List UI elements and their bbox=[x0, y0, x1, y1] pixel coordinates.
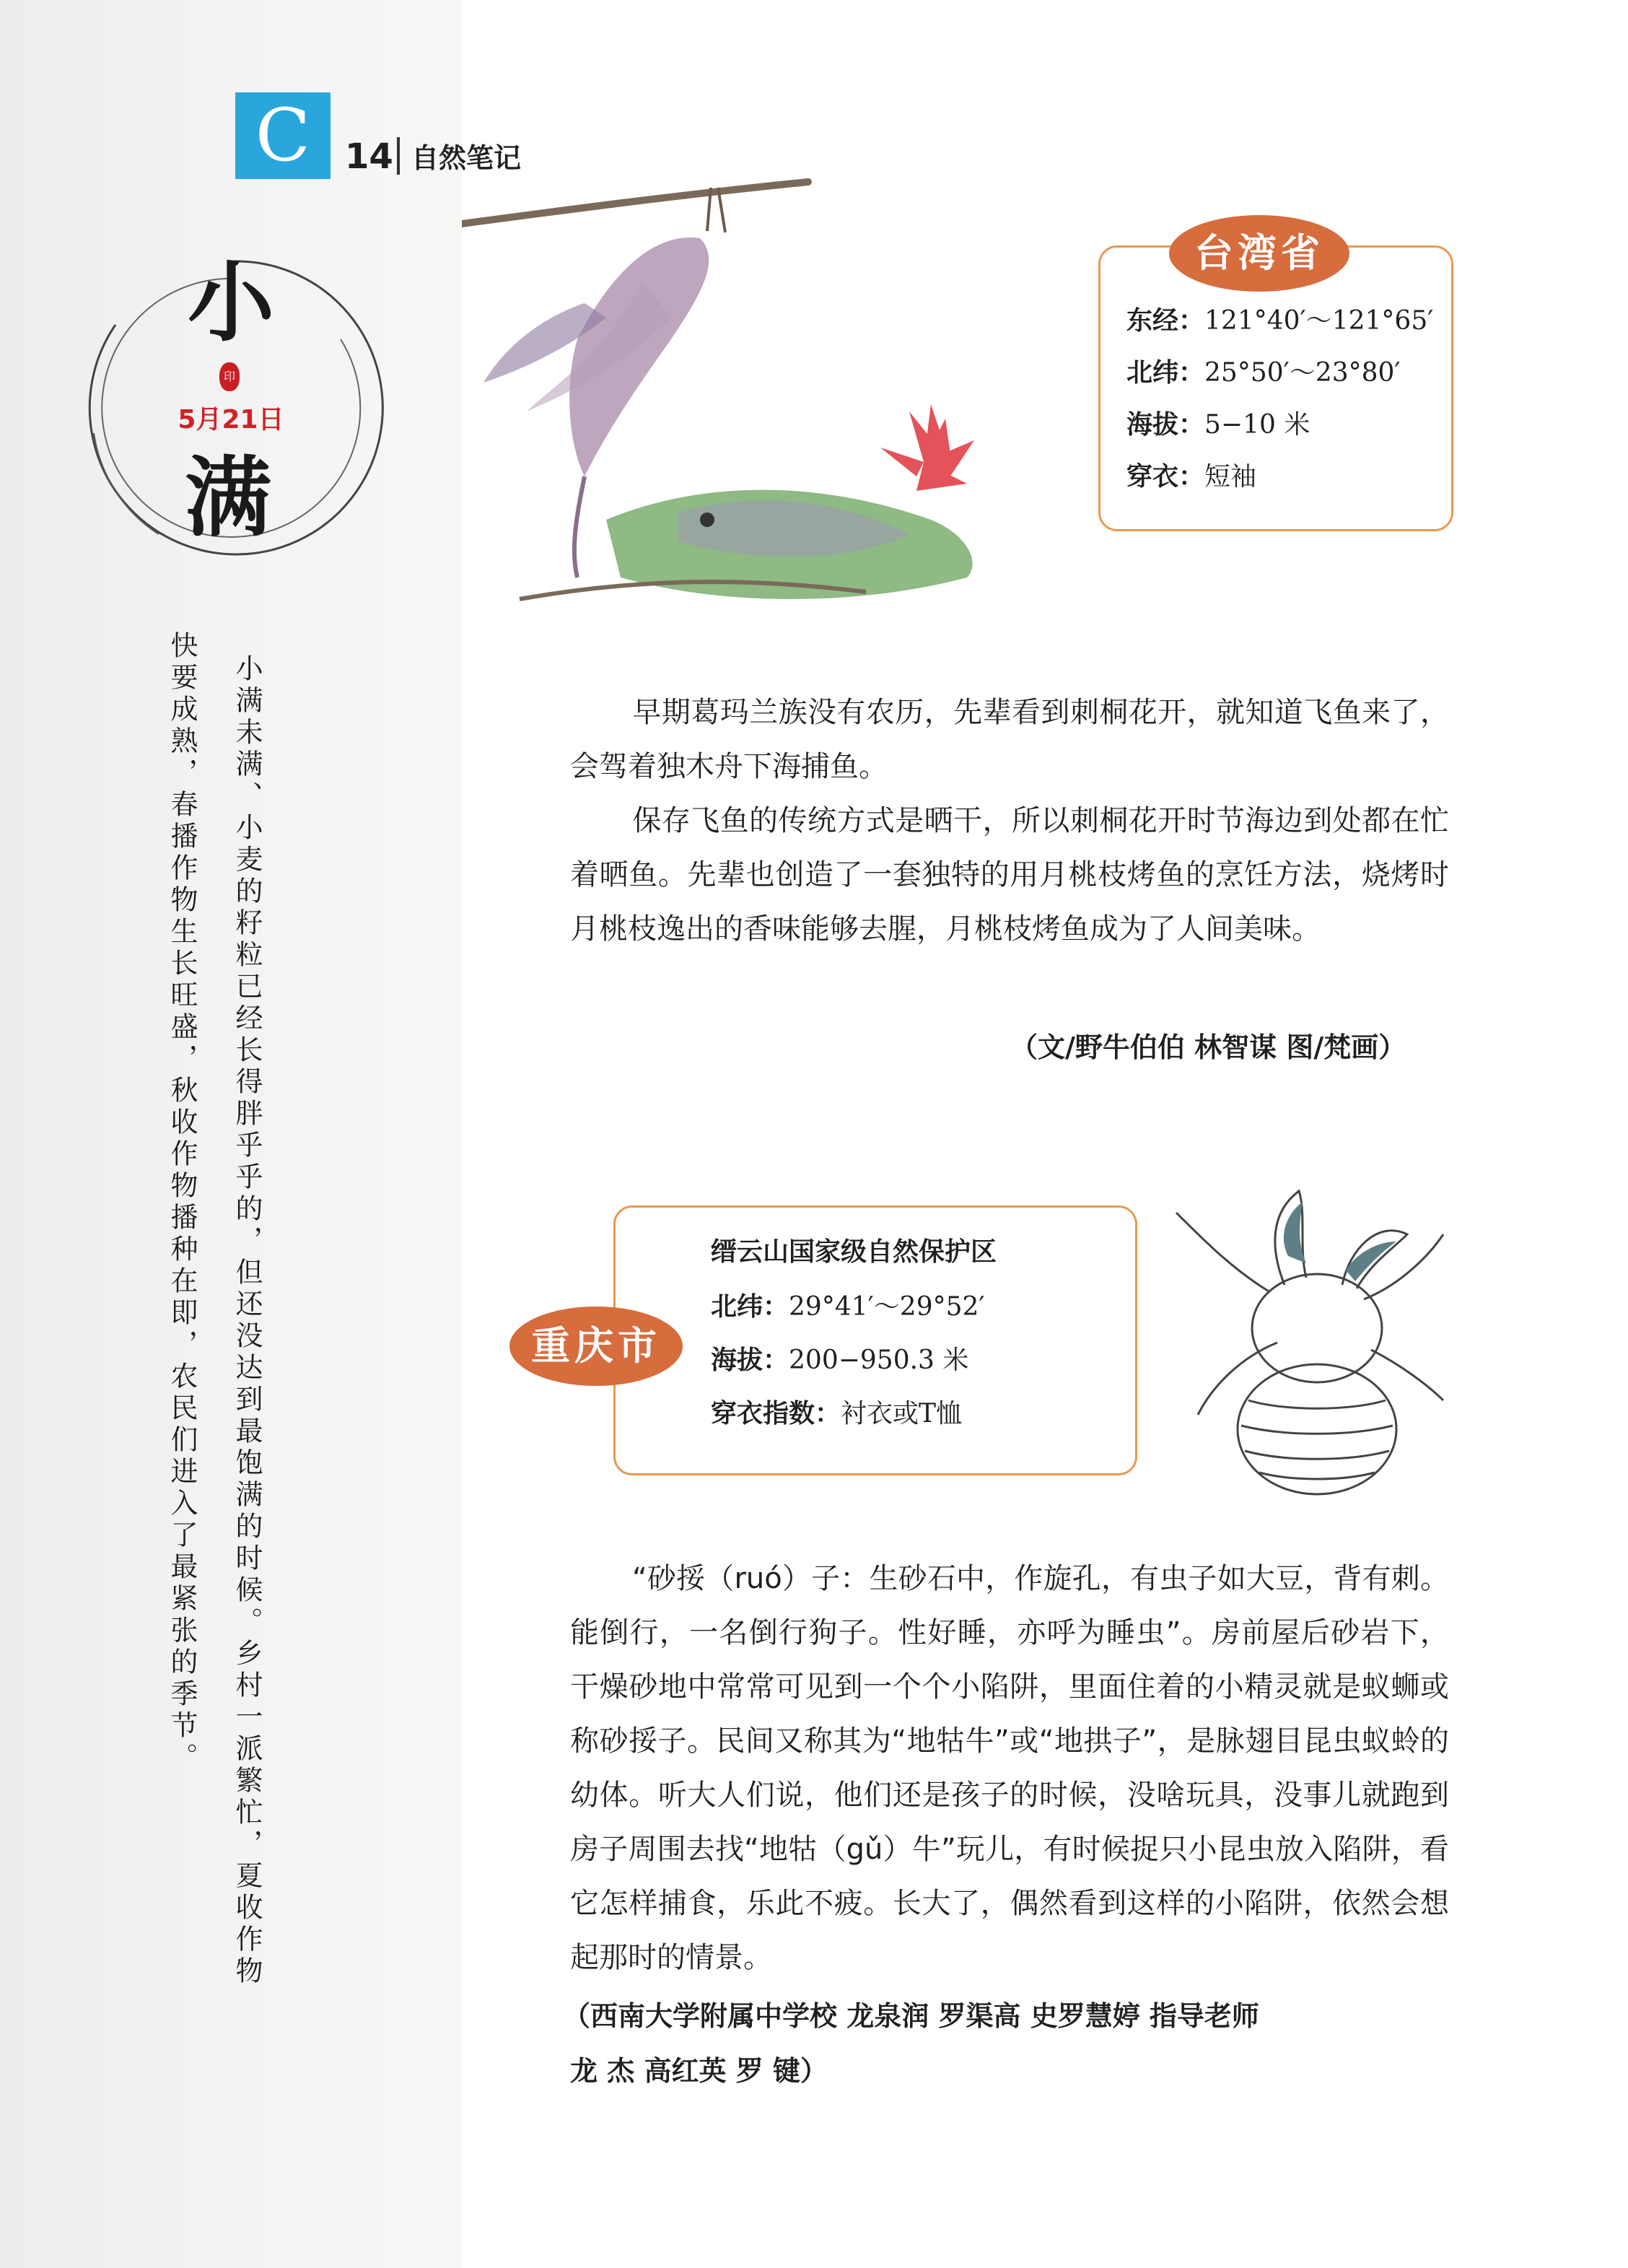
antlion-larva-illustration bbox=[1162, 1169, 1458, 1509]
taiwan-row: 北纬：25°50′～23°80′ bbox=[1126, 358, 1401, 388]
term-date: 5月21日 bbox=[178, 405, 284, 435]
taiwan-row: 穿衣：短袖 bbox=[1126, 462, 1257, 492]
header-divider bbox=[397, 137, 400, 175]
chongqing-label-pill: 重庆市 bbox=[509, 1307, 683, 1386]
chongqing-row: 海拔：200−950.3 米 bbox=[711, 1345, 969, 1375]
red-seal-icon: 印 bbox=[219, 362, 240, 391]
article2-credit-line-2: 龙 杰 高红英 罗 键） bbox=[570, 2055, 828, 2087]
dried-flying-fish-illustration bbox=[462, 173, 1097, 621]
article1-paragraph-1: 早期葛玛兰族没有农历，先辈看到刺桐花开，就知道飞鱼来了，会驾着独木舟下海捕鱼。 bbox=[570, 696, 1449, 783]
chongqing-row: 北纬：29°41′～29°52′ bbox=[711, 1292, 985, 1322]
term-title-char-1: 小 bbox=[188, 252, 274, 354]
article1-credit: （文/野牛伯伯 林智谋 图/梵画） bbox=[1010, 1031, 1406, 1063]
sidebar-text-col-2: 快要成熟，春播作物生长旺盛，秋收作物播种在即，农民们进入了最紧张的季节。 bbox=[166, 631, 198, 1774]
article2-paragraph: “砂挼（ruó）子：生砂石中，作旋孔，有虫子如大豆，背有刺。能倒行，一名倒行狗子。性好睡，亦呼为睡虫”。房前屋后砂岩下，干燥砂地中常常可见到一个个小陷阱，里面住着的小精灵就是蚁蛳或称砂挼子。民间又称其为“地牯牛”或“地拱子”，是脉翅目昆虫蚁蛉的幼体。听大人们说，他们还是孩子的时候，没啥玩具，没事儿就跑到房子周围去找“地牯（gǔ）牛”玩儿，有时候捉只小昆虫放入陷阱，看它怎样捕食，乐此不疲。长大了，偶然看到这样的小陷阱，依然会想起那时的情景。 bbox=[570, 1562, 1449, 1974]
term-title-char-2: 满 bbox=[185, 447, 271, 549]
sidebar-text-col-1: 小满未满、小麦的籽粒已经长得胖乎乎的，但还没达到最饱满的时候。乡村一派繁忙，夏收作物 bbox=[231, 654, 263, 1988]
column-title: 自然笔记 bbox=[411, 142, 522, 174]
article1-paragraph-2: 保存飞鱼的传统方式是晒干，所以刺桐花开时节海边到处都在忙着晒鱼。先辈也创造了一套独特的用月桃枝烤鱼的烹饪方法，烧烤时月桃枝逸出的香味能够去腥，月桃枝烤鱼成为了人间美味。 bbox=[570, 804, 1449, 946]
page-number: 14 bbox=[345, 136, 393, 177]
article2-credit-line-1: （西南大学附属中学校 龙泉润 罗渠高 史罗慧婷 指导老师 bbox=[563, 2000, 1259, 2032]
taiwan-row: 东经：121°40′～121°65′ bbox=[1126, 306, 1434, 336]
chongqing-info-box bbox=[613, 1205, 1137, 1475]
chongqing-row: 穿衣指数：衬衣或T恤 bbox=[711, 1399, 963, 1429]
section-badge: C bbox=[235, 92, 331, 179]
reserve-name: 缙云山国家级自然保护区 bbox=[711, 1237, 997, 1267]
taiwan-label-pill: 台湾省 bbox=[1169, 215, 1349, 292]
taiwan-row: 海拔：5−10 米 bbox=[1126, 410, 1310, 440]
